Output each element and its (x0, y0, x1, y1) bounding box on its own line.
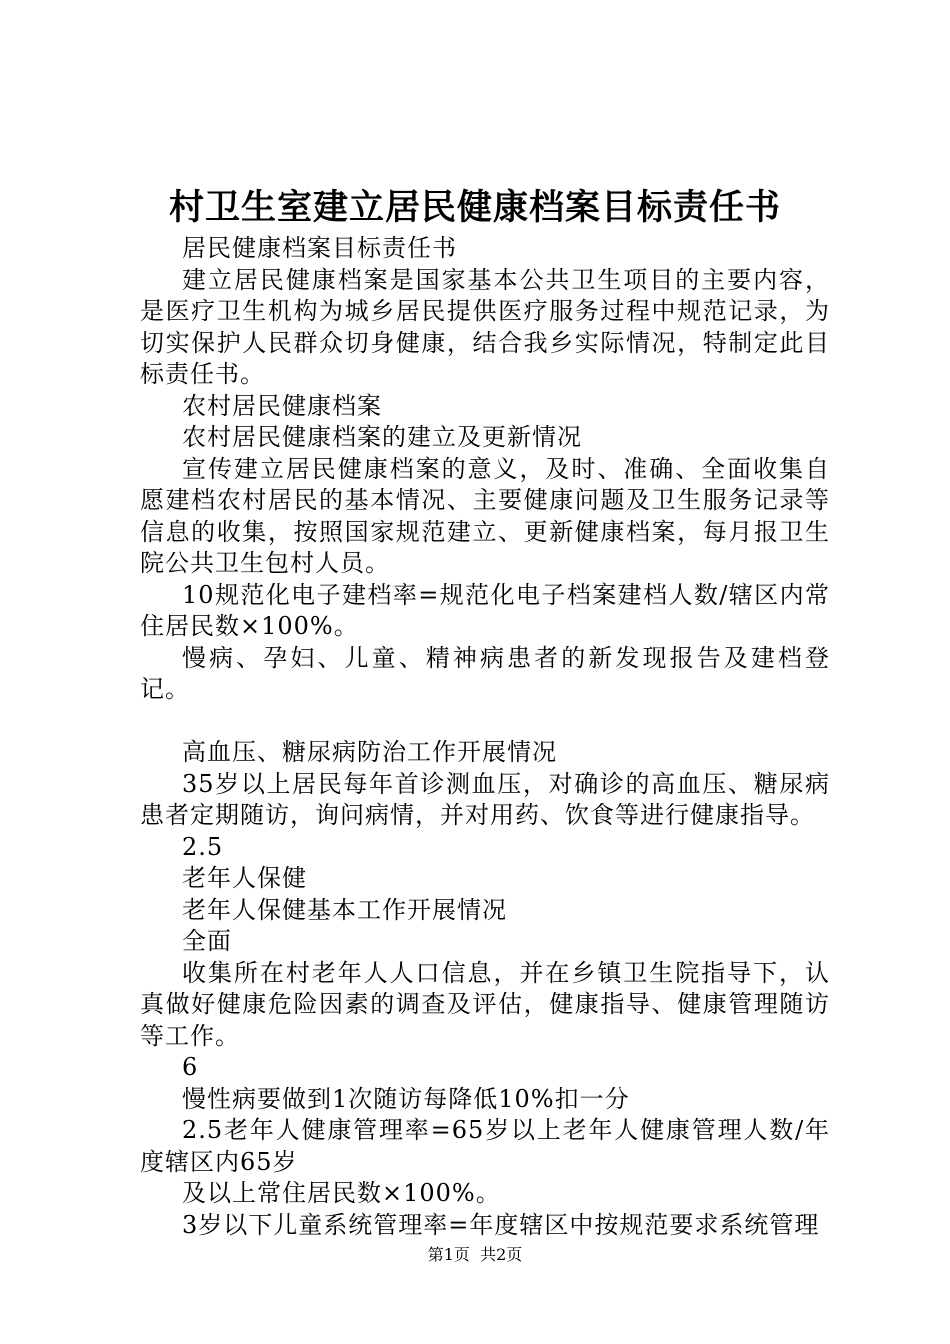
document-title: 村卫生室建立居民健康档案目标责任书 (168, 187, 781, 228)
paragraph-child-management-rate: 3岁以下儿童系统管理率=年度辖区中按规范要求系统管理 (182, 1210, 820, 1239)
paragraph-heading-rural-archive: 农村居民健康档案 (182, 391, 382, 420)
paragraph-new-cases: 慢病、孕妇、儿童、精神病患者的新发现报告及建档登记。 (140, 643, 830, 703)
document-body (140, 233, 830, 1241)
paragraph-heading-elderly-care: 老年人保健 (182, 864, 307, 892)
paragraph-heading-archive-update: 农村居民健康档案的建立及更新情况 (182, 423, 582, 451)
paragraph-chronic-followup: 慢性病要做到1次随访每降低10%扣一分 (182, 1084, 630, 1113)
paragraph-elderly-rate-continued: 及以上常住居民数×100%。 (182, 1179, 501, 1207)
paragraph-electronic-rate: 10规范化电子建档率=规范化电子档案建档人数/辖区内常住居民数×100%。 (140, 580, 830, 640)
paragraph-archive-publicity: 宣传建立居民健康档案的意义，及时、准确、全面收集自愿建档农村居民的基本情况、主要健康问题及卫生服务记录等信息的收集，按照国家规范建立、更新健康档案，每月报卫生院公共卫生包村人员。 (140, 454, 830, 577)
blank-line (140, 706, 830, 738)
paragraph-heading-hypertension: 高血压、糖尿病防治工作开展情况 (182, 738, 557, 766)
paragraph-subtitle: 居民健康档案目标责任书 (182, 234, 457, 262)
page-number-footer: 第1页 共2页 (427, 1245, 523, 1264)
paragraph-elderly-info: 收集所在村老年人人口信息，并在乡镇卫生院指导下，认真做好健康危险因素的调查及评估，健康指导、健康管理随访等工作。 (140, 958, 830, 1050)
paragraph-comprehensive: 全面 (182, 927, 232, 955)
paragraph-blood-pressure: 35岁以上居民每年首诊测血压，对确诊的高血压、糖尿病患者定期随访，询问病情，并对用药、饮食等进行健康指导。 (140, 769, 830, 829)
paragraph-intro: 建立居民健康档案是国家基本公共卫生项目的主要内容，是医疗卫生机构为城乡居民提供医疗服务过程中规范记录，为切实保护人民群众切身健康，结合我乡实际情况，特制定此目标责任书。 (140, 265, 830, 388)
paragraph-heading-elderly-work: 老年人保健基本工作开展情况 (182, 895, 507, 924)
paragraph-score-6: 6 (182, 1053, 199, 1081)
paragraph-elderly-management-rate: 2.5老年人健康管理率=65岁以上老年人健康管理人数/年度辖区内65岁 (140, 1116, 830, 1176)
paragraph-score-2-5: 2.5 (182, 832, 224, 861)
